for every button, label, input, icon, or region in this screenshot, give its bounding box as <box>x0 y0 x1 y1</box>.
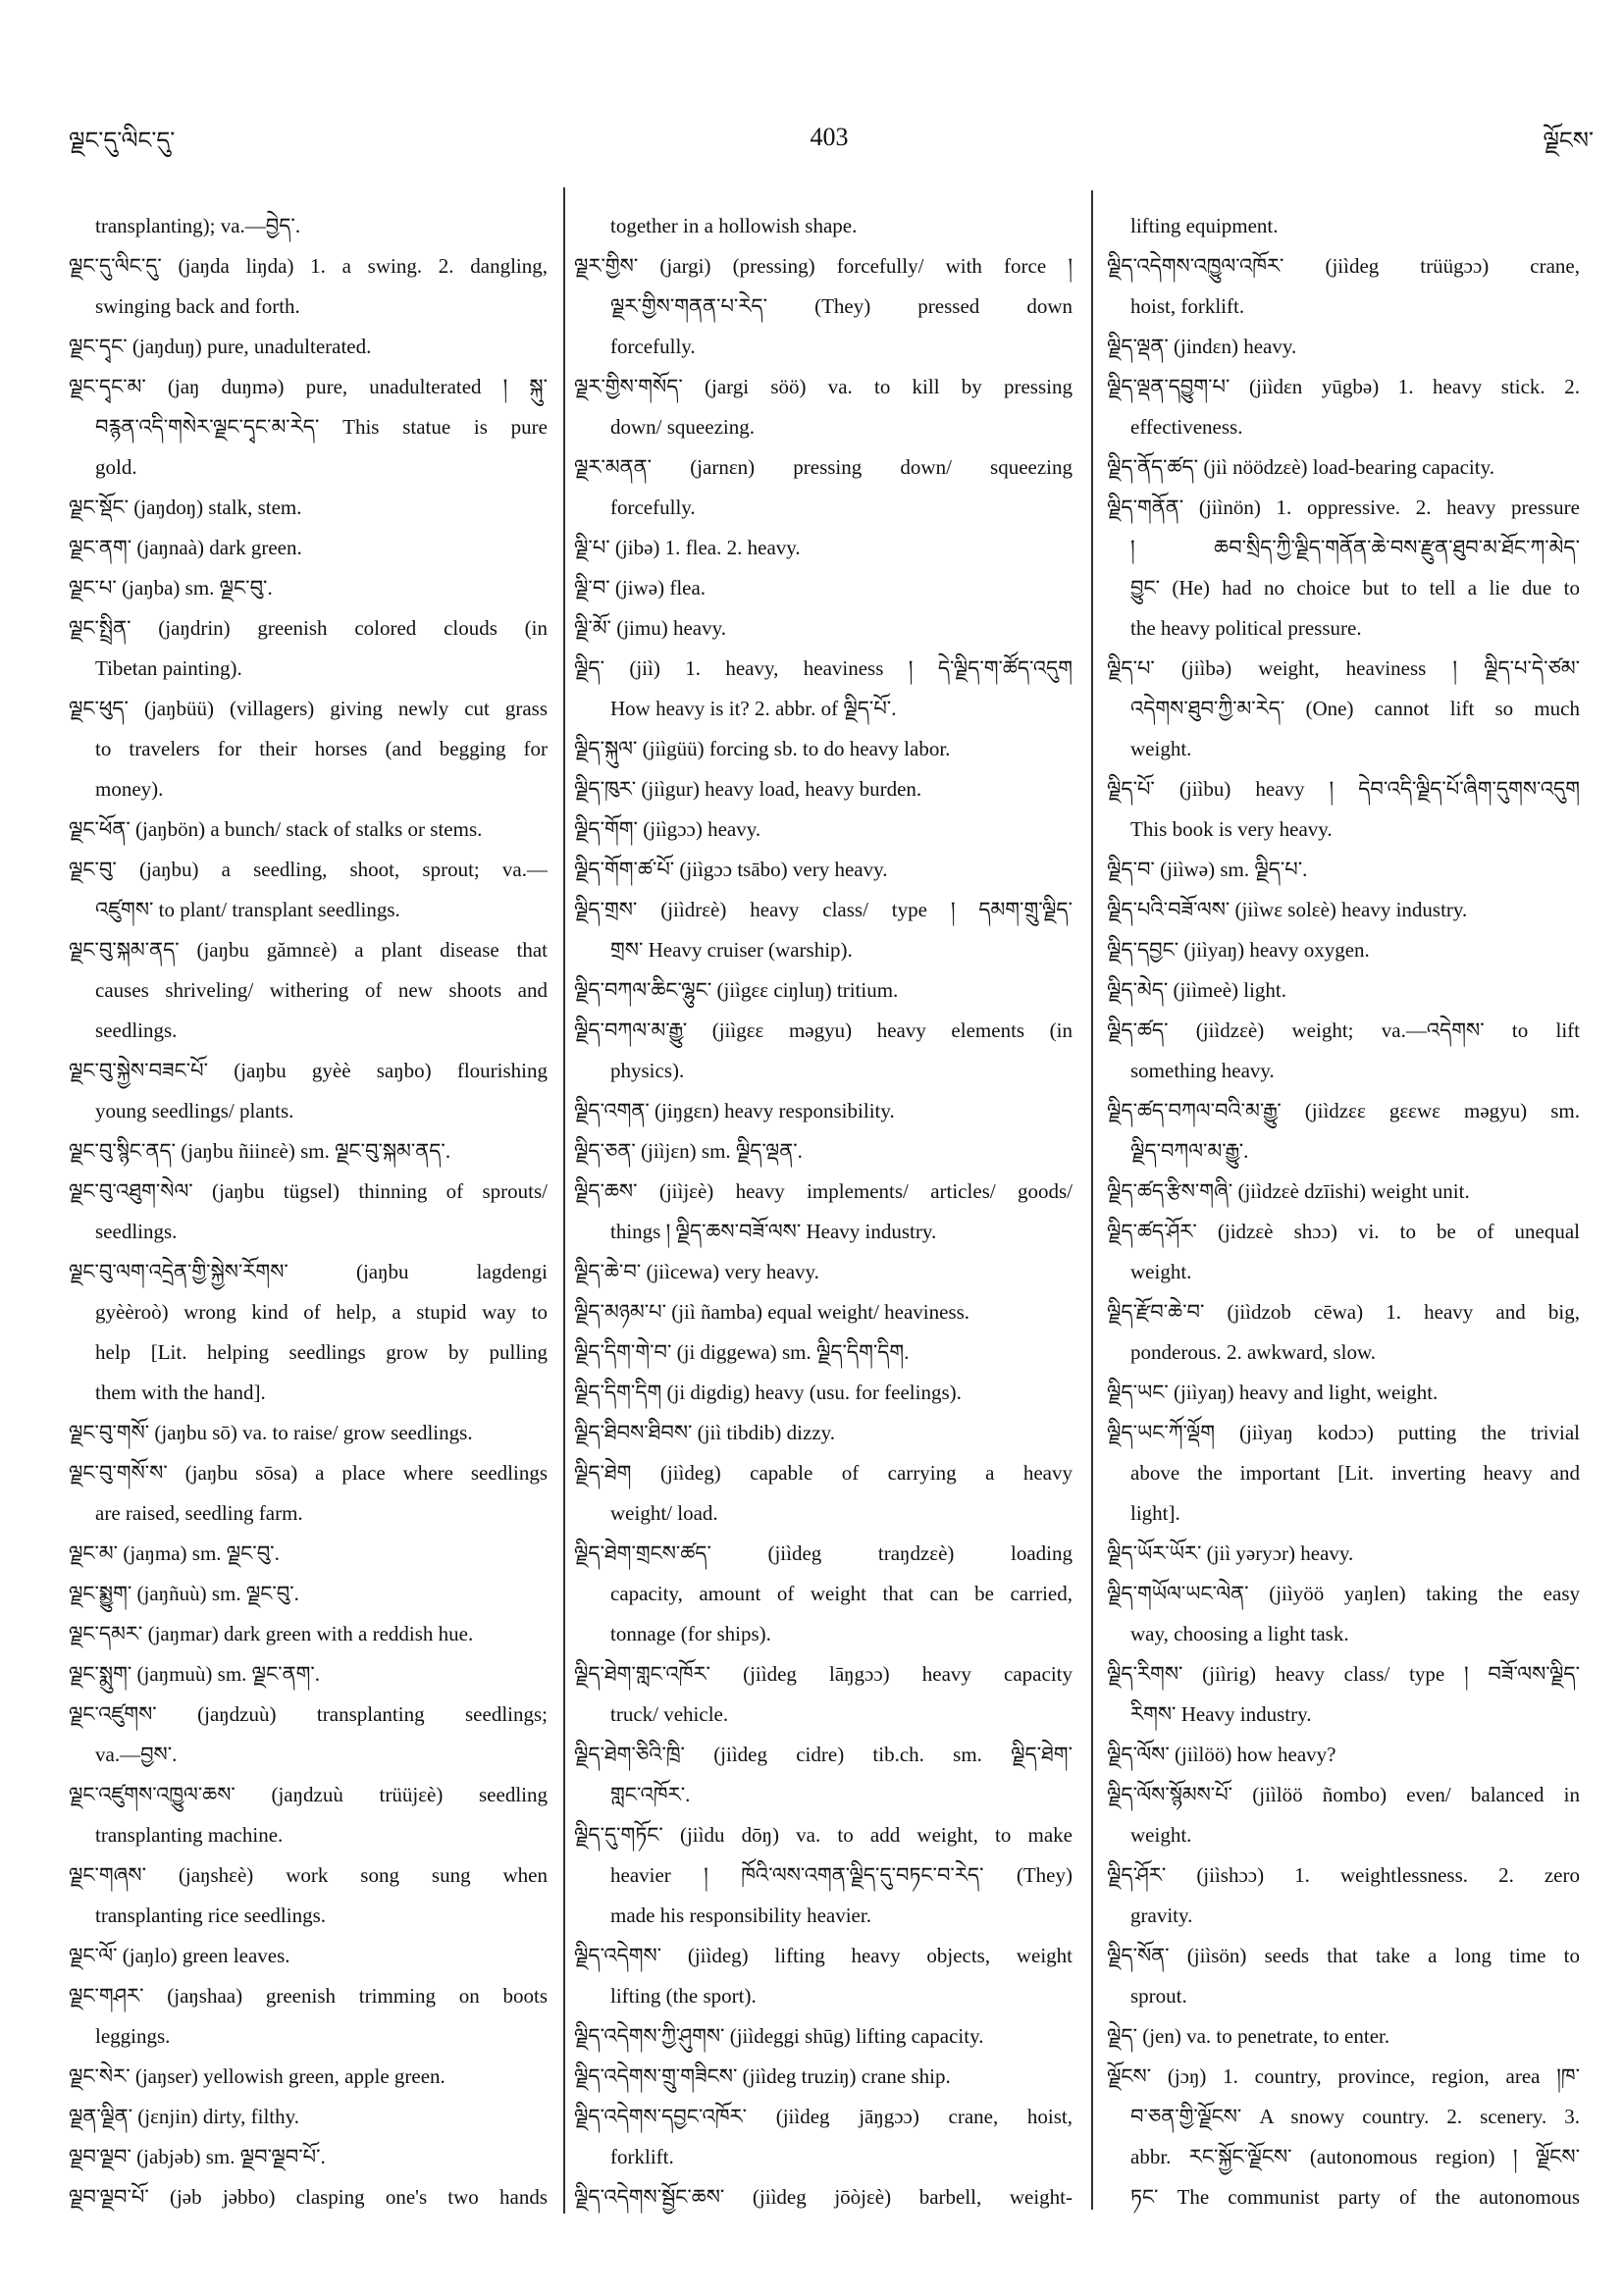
entry-line: འདེགས་ཐུབ་ཀྱི་མ་རེད་ (One) cannot lift so much <box>1130 697 1580 720</box>
entry-headword-line: ལྗིད་གཡོལ་ཡང་ལེན་ (jiìyöö yaŋlen) taking the easy <box>1107 1582 1580 1605</box>
entry-headword-line: ལྗབ་ལྗབ་ (jabjəb) sm. ལྗབ་ལྗབ་པོ་. <box>69 2145 326 2168</box>
entry-headword-line: ལྗིད་ཐིབས་ཐིབས་ (jiì tibdib) dizzy. <box>574 1421 836 1444</box>
entry-headword-line: ལྗར་མནན་ (jarnɛn) pressing down/ squeezing <box>574 455 1073 479</box>
dictionary-entry <box>1107 1534 1580 1574</box>
entry-line: weight. <box>1130 737 1192 760</box>
page-number: 403 <box>810 123 849 151</box>
dictionary-entry <box>574 367 1073 447</box>
entry-line: leggings. <box>95 2024 171 2048</box>
dictionary-entry <box>69 1695 548 1775</box>
entry-line: hoist, forklift. <box>1130 294 1245 318</box>
entry-line: གྲས་ Heavy cruiser (warship). <box>610 938 853 962</box>
entry-headword-line: ལྗིད་རིགས་ (jiìrig) heavy class/ type ། བཟོ་ལས་ལྗིད་ <box>1107 1662 1580 1686</box>
entry-headword-line: ལྗང་སེར་ (jaŋser) yellowish green, apple green. <box>69 2064 445 2088</box>
entry-headword-line: ལྗང་འཛུགས་འཁྱུལ་ཆས་ (jaŋdzuù trüüjɛè) seedling <box>69 1783 548 1806</box>
dictionary-entry <box>574 1815 1073 1936</box>
dictionary-entry <box>1107 1654 1580 1735</box>
entry-headword-line: ལྗང་ཕུད་ (jaŋbüü) (villagers) giving newly cut grass <box>69 697 548 720</box>
entry-headword-line: ལྗིད་འདེགས་གྲུ་གཟིངས་ (jiìdeg truziŋ) crane ship. <box>574 2064 951 2088</box>
entry-continuation-line: lifting equipment. <box>1130 214 1279 237</box>
entry-line: abbr. རང་སྐྱོང་ལྗོངས་ (autonomous region) ། ལྗོངས་ <box>1130 2145 1580 2168</box>
entry-headword-line: ལྗིད་གོག་ (jiìgɔɔ) heavy. <box>574 817 761 841</box>
dictionary-entry <box>69 930 548 1051</box>
entry-headword-line: ལྗིད་ཆས་ (jiìjɛè) heavy implements/ articles/ goods/ <box>574 1179 1073 1203</box>
dictionary-entry <box>69 1614 548 1654</box>
dictionary-entry <box>574 809 1073 850</box>
entry-headword-line: ལྗིད་སྐུལ་ (jiìgüü) forcing sb. to do heavy labor. <box>574 737 951 760</box>
dictionary-entry <box>1107 1413 1580 1534</box>
entry-line: causes shriveling/ withering of new shoots and <box>95 978 548 1002</box>
entry-headword-line: ལྗིད་དིག་དིག (ji digdig) heavy (usu. for feelings). <box>574 1381 962 1404</box>
entry-headword-line: ལྗིད་གྲས་ (jiìdrɛè) heavy class/ type ། དམག་གྲུ་ལྗིད་ <box>574 898 1073 921</box>
dictionary-entry <box>69 1936 548 1976</box>
dictionary-entry <box>1107 488 1580 649</box>
dictionary-entry <box>1107 930 1580 970</box>
entry-line: ponderous. 2. awkward, slow. <box>1130 1340 1377 1364</box>
entry-headword-line: ལྗིད་པོ་ (jiìbu) heavy ། དེབ་འདི་ལྗིད་པོ་ཞིག་དུགས་འདུག <box>1107 777 1580 801</box>
dictionary-entry <box>1107 1292 1580 1373</box>
entry-line: made his responsibility heavier. <box>610 1904 871 1927</box>
entry-line: way, choosing a light task. <box>1130 1622 1349 1645</box>
dictionary-entry <box>69 1172 548 1252</box>
dictionary-entry <box>1107 2016 1580 2057</box>
dictionary-entry <box>574 528 1073 568</box>
entry-headword-line: ལྗིད་ཆེ་བ་ (jiìcewa) very heavy. <box>574 1260 819 1283</box>
entry-headword-line: ལྗིད་ཡང་ (jiìyaŋ) heavy and light, weight. <box>1107 1381 1439 1404</box>
entry-line: ཏང་ The communist party of the autonomous <box>1130 2185 1580 2209</box>
entry-headword-line: ལྗིད་ཁུར་ (jiìgur) heavy load, heavy burden. <box>574 777 922 801</box>
dictionary-entry <box>1107 1011 1580 1091</box>
entry-headword-line: ལྗིད་ཚད་ (jiìdzɛè) weight; va.—འདེགས་ to lift <box>1107 1018 1580 1042</box>
entry-headword-line: ལྗིད་ཅན་ (jiìjɛn) sm. ལྗིད་ལྡན་. <box>574 1139 803 1163</box>
dictionary-entry <box>69 1654 548 1695</box>
entry-headword-line: ལྗང་དྭང་ (jaŋduŋ) pure, unadulterated. <box>69 335 372 358</box>
dictionary-entry <box>574 246 1073 367</box>
entry-headword-line: ལྗང་སྡོང་ (jaŋdoŋ) stalk, stem. <box>69 496 302 519</box>
dictionary-entry <box>69 327 548 367</box>
entry-line: tonnage (for ships). <box>610 1622 771 1645</box>
entry-headword-line: ལྗིད་མཉམ་པ་ (jiì ñamba) equal weight/ heaviness. <box>574 1300 970 1324</box>
entry-line: them with the hand]. <box>95 1381 266 1404</box>
dictionary-entry <box>69 488 548 528</box>
column-1 <box>69 206 548 2218</box>
entry-line: light]. <box>1130 1501 1180 1525</box>
dictionary-entry <box>574 2016 1073 2057</box>
entry-line: transplanting machine. <box>95 1823 284 1847</box>
dictionary-entry <box>69 246 548 327</box>
entry-headword-line: ལྗིད་ཐེག་གླང་འཁོར་ (jiìdeg lāŋgɔɔ) heavy capacity <box>574 1662 1073 1686</box>
dictionary-entry <box>69 1976 548 2057</box>
entry-headword-line: ལྗིད་འདེགས་སྦྱོང་ཆས་ (jiìdeg jōòjɛè) barbell, weight- <box>574 2185 1073 2209</box>
entry-line: ལྗར་གྱིས་གནན་པ་རེད་ (They) pressed down <box>610 294 1073 318</box>
entry-line: weight/ load. <box>610 1501 718 1525</box>
entry-line: capacity, amount of weight that can be carried, <box>610 1582 1073 1605</box>
entry-headword-line: ལྗིད་ཤོར་ (jiìshɔɔ) 1. weightlessness. 2. zero <box>1107 1863 1580 1887</box>
entry-line: to travelers for their horses (and begging for <box>95 737 548 760</box>
entry-headword-line: ལྗང་བུ་སྐྱེས་བཟང་པོ་ (jaŋbu gyèè saŋbo) flourishing <box>69 1059 548 1082</box>
entry-headword-line: ལྗབ་ལྗབ་པོ་ (jəb jəbbo) clasping one's two hands <box>69 2185 548 2209</box>
entry-line: something heavy. <box>1130 1059 1275 1082</box>
entry-line: heavier ། ཁོའི་ལས་འགན་ལྗིད་དུ་བཏང་བ་རེད་ (They) <box>610 1863 1073 1887</box>
dictionary-entry <box>1107 367 1580 447</box>
entry-line: forcefully. <box>610 335 696 358</box>
entry-headword-line: ལྗང་སྨུག་ (jaŋmuù) sm. ལྗང་ནག་. <box>69 1662 321 1686</box>
entry-line: ལྗིད་བཀལ་མ་རྒྱུ་. <box>1130 1139 1249 1163</box>
entry-line: help [Lit. helping seedlings grow by pulling <box>95 1340 548 1364</box>
continued-entry <box>574 206 1073 246</box>
entry-headword-line: ལྗིད་གོག་ཚ་པོ་ (jiìgɔɔ tsābo) very heavy. <box>574 858 888 881</box>
dictionary-entry <box>69 608 548 689</box>
entry-line: བ་ཅན་གྱི་ལྗོངས་ A snowy country. 2. scenery. 3. <box>1130 2105 1580 2128</box>
running-head-left: ལྗང་དུ་ལིང་དུ་ <box>69 129 176 154</box>
dictionary-entry <box>69 1252 548 1413</box>
dictionary-entry <box>574 649 1073 729</box>
entry-headword-line: ལྗང་དམར་ (jaŋmar) dark green with a reddish hue. <box>69 1622 474 1645</box>
dictionary-entry <box>69 1413 548 1453</box>
entry-headword-line: ལྗན་ལྗིན་ (jɛnjin) dirty, filthy. <box>69 2105 300 2128</box>
dictionary-entry <box>69 2097 548 2137</box>
entry-line: forcefully. <box>610 496 696 519</box>
entry-headword-line: ལྗང་ནག་ (jaŋnaà) dark green. <box>69 536 302 559</box>
entry-line: money). <box>95 777 164 801</box>
entry-headword-line: ལྗིད་ལྡན་ (jindɛn) heavy. <box>1107 335 1297 358</box>
dictionary-entry <box>574 769 1073 809</box>
entry-headword-line: ལྗི་མོ་ (jimu) heavy. <box>574 616 726 640</box>
entry-line: young seedlings/ plants. <box>95 1099 294 1122</box>
entry-headword-line: ལྗང་ཕོན་ (jaŋbön) a bunch/ stack of stalks or stems. <box>69 817 483 841</box>
dictionary-entry <box>69 1775 548 1855</box>
entry-headword-line: ལྗིད་ལྡན་དབྱུག་པ་ (jiìdɛn yūgbə) 1. heavy stick. 2. <box>1107 375 1580 398</box>
entry-headword-line: ལྗིད་འདེགས་དབྱང་འཁོར་ (jiìdeg jāŋgɔɔ) crane, hoist, <box>574 2105 1073 2128</box>
column-2 <box>574 206 1073 2218</box>
entry-headword-line: ལྗིད་མེད་ (jiìmeè) light. <box>1107 978 1287 1002</box>
entry-line: བྱུང་ (He) had no choice but to tell a lie due to <box>1130 576 1580 600</box>
entry-line: are raised, seedling farm. <box>95 1501 303 1525</box>
dictionary-entry <box>1107 1936 1580 2016</box>
dictionary-entry <box>574 850 1073 890</box>
entry-line: གླང་འཁོར་. <box>610 1783 691 1806</box>
entry-headword-line: ལྗིད་དུ་གཏོང་ (jiìdu dōŋ) va. to add weight, to make <box>574 1823 1073 1847</box>
entry-line: This book is very heavy. <box>1130 817 1333 841</box>
entry-line: down/ squeezing. <box>610 415 755 439</box>
entry-line: transplanting rice seedlings. <box>95 1904 327 1927</box>
entry-headword-line: ལྗར་གྱིས་གསོད་ (jargi söö) va. to kill by pressing <box>574 375 1073 398</box>
entry-line: weight. <box>1130 1260 1192 1283</box>
dictionary-entry <box>69 568 548 608</box>
entry-headword-line: ལྗིད་བཀལ་མ་རྒྱུ་ (jiìgɛɛ məgyu) heavy elements (in <box>574 1018 1073 1042</box>
entry-line: forklift. <box>610 2145 674 2168</box>
entry-headword-line: ལྗང་མ་ (jaŋma) sm. ལྗང་བུ་. <box>69 1541 280 1565</box>
entry-headword-line: ལྗིད་ཐེག་ཅིའི་ཁྲི་ (jiìdeg cidre) tib.ch. sm. ལྗིད་ཐེག་ <box>574 1743 1073 1766</box>
dictionary-entry <box>1107 447 1580 488</box>
entry-headword-line: ལྗང་བུ་ལག་འདྲེན་གྱི་སྐྱེས་རོགས་ (jaŋbu lagdengi <box>69 1260 548 1283</box>
dictionary-entry <box>1107 1091 1580 1172</box>
entry-headword-line: ལྗིད་འགན་ (jiŋgɛn) heavy responsibility. <box>574 1099 895 1122</box>
entry-headword-line: ལྗིད་ཐེག་གྲངས་ཚད་ (jiìdeg traŋdzɛè) loading <box>574 1541 1073 1565</box>
entry-headword-line: ལྗར་གྱིས་ (jargi) (pressing) forcefully/ with force ། <box>574 254 1073 278</box>
dictionary-entry <box>574 729 1073 769</box>
entry-headword-line: ལྗིད་དིག་གེ་བ་ (ji diggewa) sm. ལྗིད་དིག་དིག. <box>574 1340 910 1364</box>
dictionary-entry <box>574 447 1073 528</box>
dictionary-entry <box>69 809 548 850</box>
dictionary-entry <box>574 1534 1073 1654</box>
entry-line: gold. <box>95 455 137 479</box>
dictionary-entry <box>69 1051 548 1131</box>
dictionary-entry <box>574 1091 1073 1131</box>
continued-entry <box>1107 206 1580 246</box>
entry-headword-line: ལྗང་བུ་འཐུག་སེལ་ (jaŋbu tügsel) thinning of sprouts/ <box>69 1179 548 1203</box>
entry-headword-line: ལྗིད་འདེགས་འཁྱུལ་འཁོར་ (jiìdeg trüügɔɔ) crane, <box>1107 254 1580 278</box>
dictionary-entry <box>1107 769 1580 850</box>
dictionary-entry <box>69 1534 548 1574</box>
entry-headword-line: ལྗིད་ཚད་ཤོར་ (jidzɛè shɔɔ) vi. to be of unequal <box>1107 1220 1580 1243</box>
entry-line: above the important [Lit. inverting heavy and <box>1130 1461 1580 1485</box>
dictionary-entry <box>69 1574 548 1614</box>
entry-headword-line: ལྗིད་ལོས་ (jiìlöö) how heavy? <box>1107 1743 1336 1766</box>
entry-line: རིགས་ Heavy industry. <box>1130 1702 1312 1726</box>
entry-line: lifting (the sport). <box>610 1984 757 2008</box>
dictionary-entry <box>574 608 1073 649</box>
entry-line: truck/ vehicle. <box>610 1702 729 1726</box>
dictionary-entry <box>1107 1212 1580 1292</box>
entry-headword-line: ལྗང་གཞས་ (jaŋshɛè) work song sung when <box>69 1863 548 1887</box>
entry-headword-line: ལྗིད་འདེགས་ཀྱི་ཤུགས་ (jiìdeggi shūg) lifting capacity. <box>574 2024 984 2048</box>
entry-line: weight. <box>1130 1823 1192 1847</box>
entry-headword-line: ལྗོངས་ (jɔŋ) 1. country, province, region, area །ཁ་ <box>1107 2064 1580 2088</box>
entry-headword-line: ལྗིད་ཚད་རྩིས་གཞི་ (jiìdzɛè dzīishi) weight unit. <box>1107 1179 1470 1203</box>
entry-headword-line: ལྗང་པ་ (jaŋba) sm. ལྗང་བུ་. <box>69 576 273 600</box>
entry-headword-line: ལྗིད་ (jiì) 1. heavy, heaviness ། དེ་ལྗིད་ག་ཚོད་འདུག <box>574 656 1073 680</box>
dictionary-entry <box>574 1172 1073 1252</box>
dictionary-entry <box>69 528 548 568</box>
entry-headword-line: ལྗང་དུ་ལིང་དུ་ (jaŋda liŋda) 1. a swing. 2. dangling, <box>69 254 548 278</box>
entry-headword-line: ལྗང་སྤྲིན་ (jaŋdrin) greenish colored clouds (in <box>69 616 548 640</box>
dictionary-entry <box>574 1252 1073 1292</box>
entry-headword-line: ལྗང་སྨྱུག་ (jaŋñuù) sm. ལྗང་བུ་. <box>69 1582 299 1605</box>
dictionary-entry <box>574 1453 1073 1534</box>
continued-entry <box>69 206 548 246</box>
entry-headword-line: ལྗིད་གནོན་ (jiìnön) 1. oppressive. 2. heavy pressure <box>1107 496 1580 519</box>
dictionary-entry <box>69 2137 548 2177</box>
entry-line: va.—བྱས་. <box>95 1743 178 1766</box>
entry-headword-line: ལྗིད་སོན་ (jiìsön) seeds that take a long time to <box>1107 1944 1580 1967</box>
dictionary-entry <box>1107 890 1580 930</box>
entry-headword-line: ལྗང་བུ་ (jaŋbu) a seedling, shoot, sprout; va.— <box>69 858 548 881</box>
dictionary-entry <box>1107 1775 1580 1855</box>
entry-continuation-line: together in a hollowish shape. <box>610 214 858 237</box>
dictionary-entry <box>1107 1735 1580 1775</box>
dictionary-entry <box>1107 327 1580 367</box>
dictionary-entry <box>69 850 548 930</box>
dictionary-entry <box>574 1654 1073 1735</box>
entry-headword-line: ལྗང་བུ་གསོ་ (jaŋbu sō) va. to raise/ grow seedlings. <box>69 1421 473 1444</box>
entry-headword-line: ལྗང་དྭང་མ་ (jaŋ duŋmə) pure, unadulterated ། སྐུ་ <box>69 375 548 398</box>
entry-line: འཛུགས་ to plant/ transplant seedlings. <box>95 898 400 921</box>
dictionary-entry <box>574 1413 1073 1453</box>
entry-headword-line: ལྗིད་པ་ (jiìbə) weight, heaviness ། ལྗིད་པ་དེ་ཙམ་ <box>1107 656 1580 680</box>
dictionary-entry <box>69 1453 548 1534</box>
entry-headword-line: ལྗིད་ཚད་བཀལ་བའི་མ་རྒྱུ་ (jiìdzɛɛ gɛɛwɛ məgyu) sm. <box>1107 1099 1580 1122</box>
entry-headword-line: ལྗིད་ལོས་སྙོམས་པོ་ (jiìlöö ñombo) even/ balanced in <box>1107 1783 1580 1806</box>
entry-line: seedlings. <box>95 1018 178 1042</box>
entry-headword-line: ལྗིད་ཡོར་ཡོར་ (jiì yəryɔr) heavy. <box>1107 1541 1354 1565</box>
entry-headword-line: ལྗིད་ཐེག (jiìdeg) capable of carrying a heavy <box>574 1461 1073 1485</box>
dictionary-entry <box>1107 1172 1580 1212</box>
entry-headword-line: ལྗེད་ (jen) va. to penetrate, to enter. <box>1107 2024 1390 2048</box>
entry-line: things ། ལྗིད་ཆས་བཟོ་ལས་ Heavy industry. <box>610 1220 937 1243</box>
entry-line: gravity. <box>1130 1904 1193 1927</box>
dictionary-entry <box>1107 1574 1580 1654</box>
entry-headword-line: ལྗང་འཛུགས་ (jaŋdzuù) transplanting seedlings; <box>69 1702 548 1726</box>
dictionary-entry <box>1107 649 1580 769</box>
dictionary-entry <box>574 2057 1073 2097</box>
entry-headword-line: ལྗང་བུ་སྐམ་ནད་ (jaŋbu gămnɛè) a plant disease that <box>69 938 548 962</box>
dictionary-entry <box>574 1373 1073 1413</box>
running-head-right: ལྗོངས་ <box>1543 129 1594 154</box>
entry-line: How heavy is it? 2. abbr. of ལྗིད་པོ་. <box>610 697 897 720</box>
dictionary-entry <box>69 2177 548 2218</box>
entry-headword-line: ལྗི་བ་ (jiwə) flea. <box>574 576 707 600</box>
column-divider <box>563 187 565 2214</box>
dictionary-entry <box>574 1292 1073 1332</box>
dictionary-entry <box>574 2177 1073 2218</box>
dictionary-entry <box>574 1936 1073 2016</box>
entry-line: བརྙན་འདི་གསེར་ལྗང་དྭང་མ་རེད་ This statue is pure <box>95 415 548 439</box>
entry-headword-line: ལྗིད་བཀལ་ཆིང་ལྷུང་ (jiìgɛɛ ciŋluŋ) tritium. <box>574 978 899 1002</box>
entry-line: Tibetan painting). <box>95 656 242 680</box>
entry-line: the heavy political pressure. <box>1130 616 1362 640</box>
dictionary-entry <box>574 2097 1073 2177</box>
entry-headword-line: ལྗིད་པའི་བཟོ་ལས་ (jiìwɛ solɛè) heavy industry. <box>1107 898 1468 921</box>
entry-headword-line: ལྗིད་རྫོབ་ཆེ་བ་ (jiìdzob cēwa) 1. heavy and big, <box>1107 1300 1580 1324</box>
entry-continuation-line: transplanting); va.—བྱེད་. <box>95 214 301 237</box>
entry-line: gyèèroò) wrong kind of help, a stupid way to <box>95 1300 548 1324</box>
dictionary-entry <box>69 1131 548 1172</box>
entry-line: seedlings. <box>95 1220 178 1243</box>
dictionary-entry <box>574 1735 1073 1815</box>
dictionary-entry <box>1107 970 1580 1011</box>
column-divider <box>1091 190 1093 2210</box>
dictionary-entry <box>69 2057 548 2097</box>
entry-headword-line: ལྗིད་བ་ (jiìwə) sm. ལྗིད་པ་. <box>1107 858 1308 881</box>
entry-headword-line: ལྗང་བུ་གསོ་ས་ (jaŋbu sōsa) a place where seedlings <box>69 1461 548 1485</box>
dictionary-entry <box>574 1011 1073 1091</box>
entry-headword-line: ལྗིད་འདེགས་ (jiìdeg) lifting heavy objects, weight <box>574 1944 1073 1967</box>
dictionary-entry <box>574 890 1073 970</box>
dictionary-entry <box>574 1332 1073 1373</box>
dictionary-entry <box>574 1131 1073 1172</box>
dictionary-entry <box>1107 246 1580 327</box>
dictionary-entry <box>1107 1373 1580 1413</box>
dictionary-entry <box>69 367 548 488</box>
column-3 <box>1107 206 1580 2218</box>
entry-headword-line: ལྗིད་དབྱང་ (jiìyaŋ) heavy oxygen. <box>1107 938 1370 962</box>
entry-line: effectiveness. <box>1130 415 1243 439</box>
entry-line: sprout. <box>1130 1984 1187 2008</box>
dictionary-entry <box>574 568 1073 608</box>
entry-headword-line: ལྗིད་ནོད་ཚད་ (jiì nöödzɛè) load-bearing capacity. <box>1107 455 1494 479</box>
entry-headword-line: ལྗིད་ཡང་ཀོ་ལྡོག (jiìyaŋ kodɔɔ) putting the trivial <box>1107 1421 1580 1444</box>
entry-line: swinging back and forth. <box>95 294 300 318</box>
dictionary-entry <box>1107 2057 1580 2218</box>
entry-line: ། ཆབ་སྲིད་ཀྱི་ལྗིད་གནོན་ཆེ་བས་རྫུན་ཐུབ་མ་ཐོང་ཀ་མེད་ <box>1130 536 1580 559</box>
entry-headword-line: ལྗང་བུ་སྙིང་ནད་ (jaŋbu ñiinɛè) sm. ལྗང་བུ་སྐམ་ནད་. <box>69 1139 451 1163</box>
entry-headword-line: ལྗང་གཤར་ (jaŋshaa) greenish trimming on boots <box>69 1984 548 2008</box>
entry-headword-line: ལྗང་ལོ་ (jaŋlo) green leaves. <box>69 1944 290 1967</box>
dictionary-entry <box>574 970 1073 1011</box>
dictionary-entry <box>1107 1855 1580 1936</box>
dictionary-entry <box>69 689 548 809</box>
entry-line: physics). <box>610 1059 685 1082</box>
dictionary-entry <box>69 1855 548 1936</box>
dictionary-entry <box>1107 850 1580 890</box>
entry-headword-line: ལྗི་པ་ (jibə) 1. flea. 2. heavy. <box>574 536 801 559</box>
